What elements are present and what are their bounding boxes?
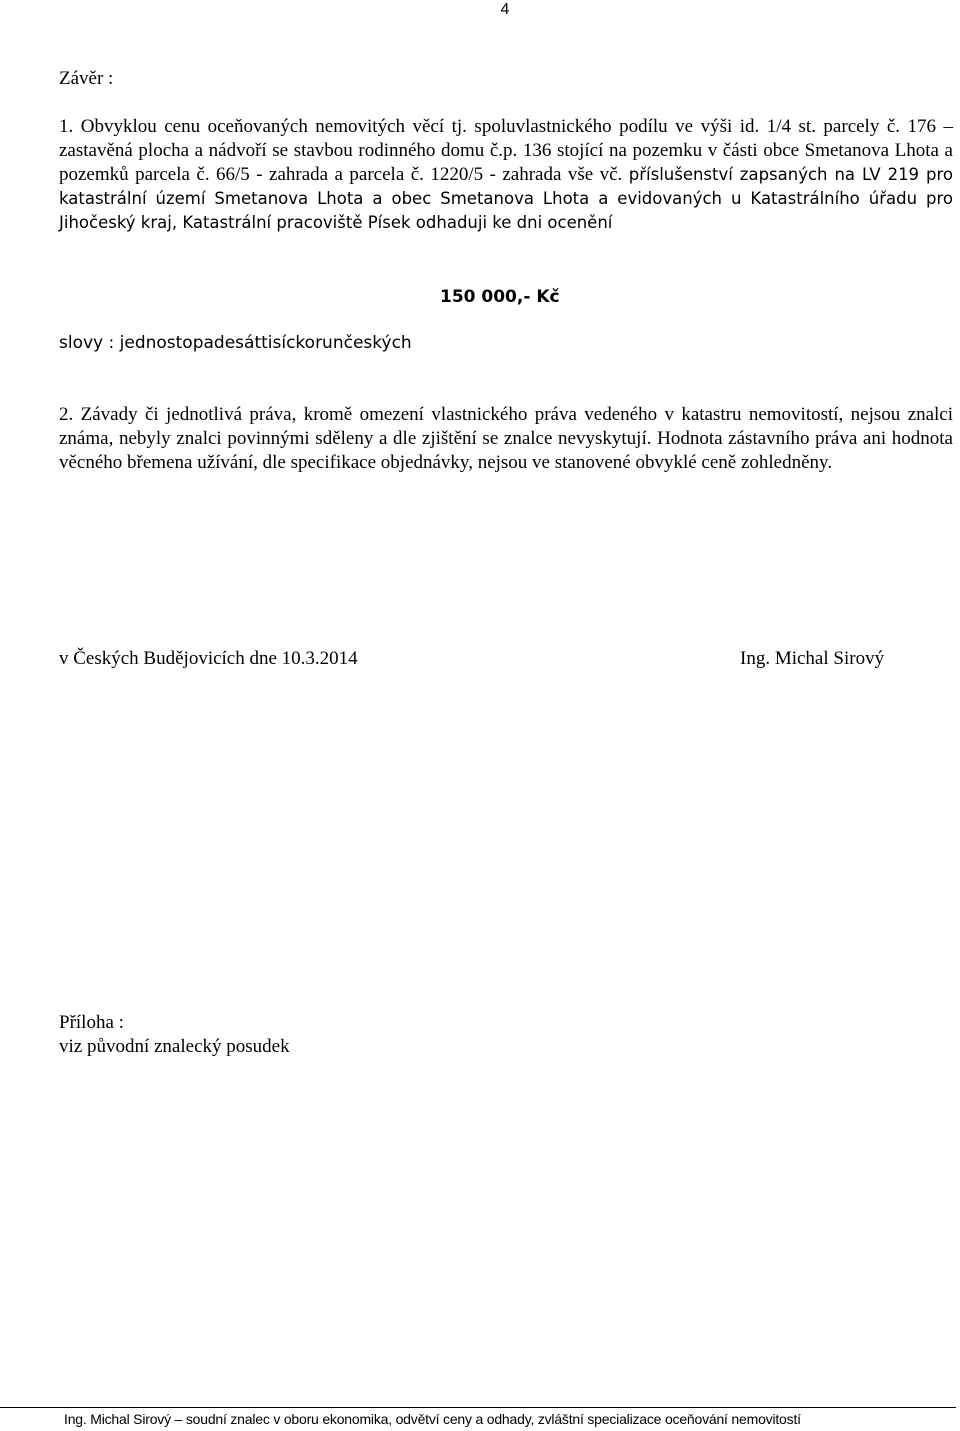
valuation-text-sans: příslušenství zapsaných na LV 219 pro katastrální území Smetanova Lhota a obec Smetanova Lhota a evidovaných u Katastrálního úřadu pro Jihočeský kraj, Katastrální pracoviště Písek odhaduji ke dni ocenění [59,165,953,232]
conclusion-heading: Závěr : [59,68,114,89]
footer-divider [0,1407,956,1408]
valuation-amount: 150 000,- Kč [440,287,560,307]
attachment-value: viz původní znalecký posudek [59,1036,290,1057]
encumbrances-paragraph: 2. Závady či jednotlivá práva, kromě omezení vlastnického práva vedeného v katastru nemovitostí, nejsou znalci známa, nebyly znalci povinnými sděleny a dle zjištění se znalce nevyskytují. Hodnota zástavního práva ani hodnota věcného břemena užívání, dle specifikace objednávky, nejsou ve stanovené obvyklé ceně zohledněny. [59,404,953,473]
place-and-date: v Českých Budějovicích dne 10.3.2014 [59,648,358,669]
signer-name: Ing. Michal Sirový [740,648,885,669]
valuation-amount-in-words: slovy : jednostopadesáttisíckorunčeských [59,333,412,353]
attachment-label: Příloha : [59,1012,124,1033]
valuation-paragraph [59,115,953,235]
footer-text: Ing. Michal Sirový – soudní znalec v oboru ekonomika, odvětví ceny a odhady, zvláštní specializace oceňování nemovitostí [64,1411,801,1427]
valuation-text-serif: 1. Obvyklou cenu oceňovaných nemovitých věcí tj. spoluvlastnického podílu ve výši id. 1/4 st. parcely č. 176 – zastavěná plocha a nádvoří se stavbou rodinného domu č.p. 136 stojící na pozemku v části obce Smetanova Lhota a pozemků parcela č. 66/5 - zahrada a parcela č. 1220/5 - zahrada vše vč. [59,116,953,185]
page-number: 4 [500,1,510,18]
